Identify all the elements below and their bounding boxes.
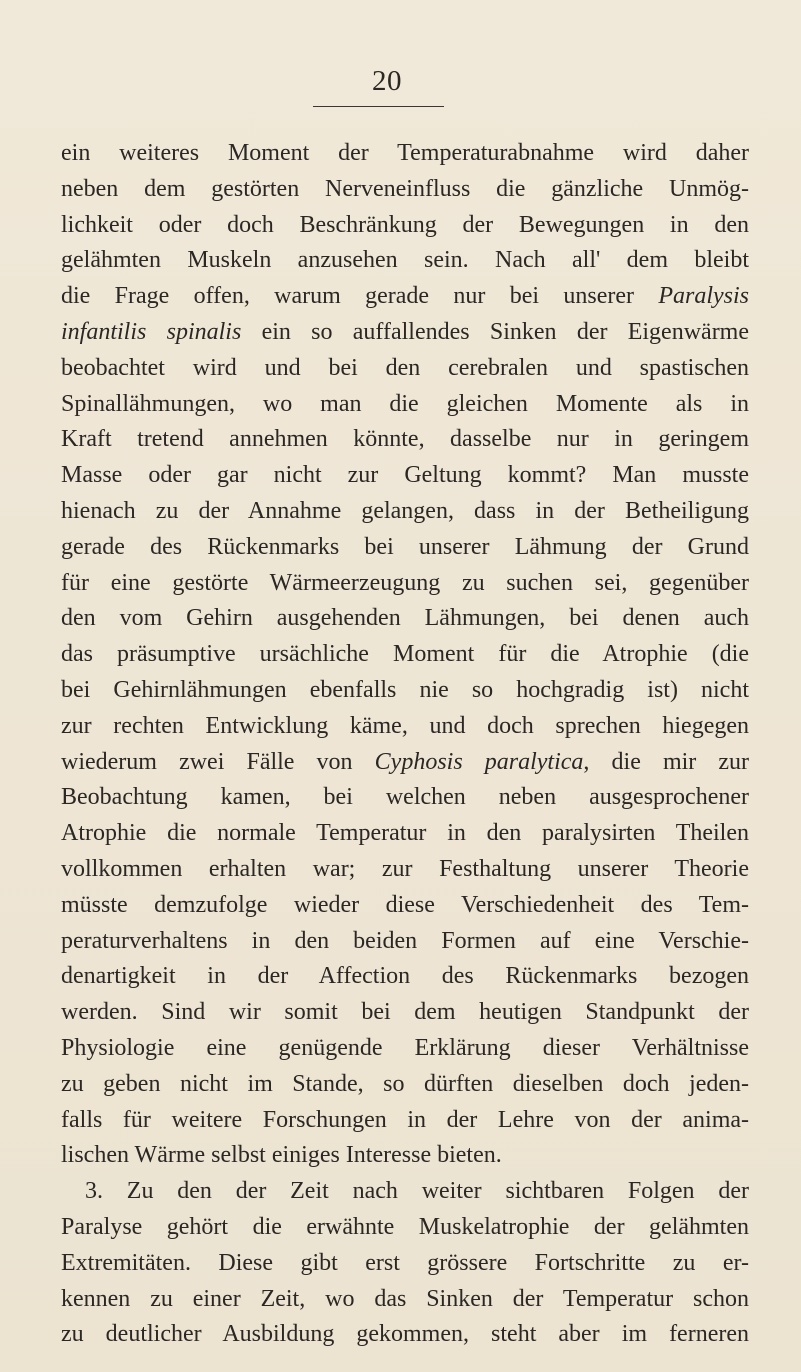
text-line [61, 1246, 749, 1282]
text-run: Extremitäten. Diese gibt erst grössere Fortschritte zu er- [61, 1249, 749, 1276]
text-run: zur rechten Entwicklung käme, und doch sprechen hiegegen [61, 712, 749, 739]
text-line [61, 315, 749, 351]
text-run: ein so auffallendes Sinken der Eigenwärme [241, 318, 750, 345]
text-line [61, 1317, 749, 1353]
text-run: Paralyse gehört die erwähnte Muskelatrophie der gelähmten [61, 1213, 749, 1240]
text-run: zu deutlicher Ausbildung gekommen, steht aber im ferneren [61, 1321, 749, 1348]
text-line [61, 172, 749, 208]
text-line [61, 494, 749, 530]
italic-term: Cyphosis paralytica [374, 748, 584, 775]
text-run: für eine gestörte Wärmeerzeugung zu suchen sei, gegenüber [61, 569, 749, 596]
text-line [61, 601, 749, 637]
text-line [61, 279, 749, 315]
text-run: Physiologie eine genügende Erklärung dieser Verhältnisse [61, 1034, 749, 1061]
text-run: zu geben nicht im Stande, so dürften dieselben doch jeden- [61, 1070, 749, 1097]
text-run: den vom Gehirn ausgehenden Lähmungen, bei denen auch [61, 605, 749, 632]
text-run: wiederum zwei Fälle von [61, 748, 375, 775]
text-line [61, 852, 749, 888]
text-line [61, 1282, 749, 1318]
text-line [61, 637, 749, 673]
text-run: beobachtet wird und bei den cerebralen und spastischen [61, 354, 749, 381]
text-run: lichkeit oder doch Beschränkung der Bewegungen in den [61, 211, 749, 238]
italic-term: Paralysis [658, 283, 749, 310]
text-line [61, 1103, 749, 1139]
text-run: die Frage offen, warum gerade nur bei unserer [61, 283, 659, 310]
text-run: müsste demzufolge wieder diese Verschiedenheit des Tem- [61, 891, 749, 918]
text-line [61, 1174, 749, 1210]
text-line [61, 243, 749, 279]
text-run: neben dem gestörten Nerveneinfluss die gänzliche Unmög- [61, 175, 749, 202]
text-run: falls für weitere Forschungen in der Lehre von der anima- [61, 1106, 749, 1133]
body-text [61, 136, 749, 1353]
text-line [61, 924, 749, 960]
text-line [61, 458, 749, 494]
text-line [61, 422, 749, 458]
text-run: , die mir zur [583, 748, 750, 775]
text-run: peraturverhaltens in den beiden Formen auf eine Verschie- [61, 927, 749, 954]
text-run: ein weiteres Moment der Temperaturabnahme wird daher [61, 140, 749, 166]
text-line [61, 1138, 749, 1174]
text-line [61, 816, 749, 852]
text-line [61, 995, 749, 1031]
text-line [61, 1031, 749, 1067]
text-run: gelähmten Muskeln anzusehen sein. Nach all' dem bleibt [61, 247, 749, 274]
text-run: Kraft tretend annehmen könnte, dasselbe nur in geringem [61, 426, 749, 453]
text-line [61, 208, 749, 244]
text-run: denartigkeit in der Affection des Rückenmarks bezogen [61, 963, 749, 990]
text-run: Masse oder gar nicht zur Geltung kommt? Man musste [61, 462, 749, 489]
text-line [61, 1067, 749, 1103]
text-line [61, 745, 749, 781]
text-line [61, 136, 749, 172]
header-rule [313, 106, 444, 107]
page-number: 20 [372, 65, 402, 97]
text-run: 3. Zu den der Zeit nach weiter sichtbaren Folgen der [85, 1178, 749, 1205]
text-run: kennen zu einer Zeit, wo das Sinken der Temperatur schon [61, 1285, 749, 1312]
text-run: lischen Wärme selbst einiges Interesse bieten. [61, 1142, 502, 1169]
text-run: Beobachtung kamen, bei welchen neben ausgesprochener [61, 784, 749, 811]
text-run: Spinallähmungen, wo man die gleichen Momente als in [61, 390, 749, 417]
text-line [61, 1210, 749, 1246]
text-run: Atrophie die normale Temperatur in den paralysirten Theilen [61, 820, 749, 847]
text-run: hienach zu der Annahme gelangen, dass in der Betheiligung [61, 497, 749, 524]
text-run: werden. Sind wir somit bei dem heutigen Standpunkt der [61, 999, 749, 1026]
text-line [61, 959, 749, 995]
text-line [61, 351, 749, 387]
text-run: vollkommen erhalten war; zur Festhaltung unserer Theorie [61, 855, 749, 882]
text-run: das präsumptive ursächliche Moment für die Atrophie (die [61, 641, 749, 668]
text-line [61, 709, 749, 745]
text-line [61, 387, 749, 423]
text-run: bei Gehirnlähmungen ebenfalls nie so hochgradig ist) nicht [61, 676, 749, 703]
text-line [61, 888, 749, 924]
text-line [61, 530, 749, 566]
text-line [61, 780, 749, 816]
text-line [61, 673, 749, 709]
text-run: gerade des Rückenmarks bei unserer Lähmung der Grund [61, 533, 749, 560]
italic-term: infantilis spinalis [61, 318, 242, 345]
text-line [61, 566, 749, 602]
